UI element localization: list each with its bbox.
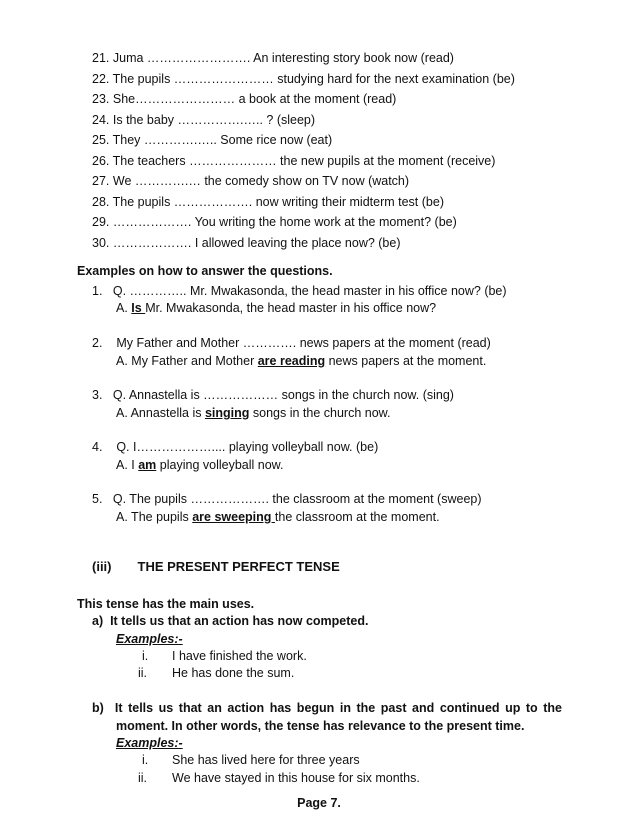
exercise-number: 22.	[92, 72, 110, 86]
exercise-item	[92, 133, 332, 148]
roman-numeral: i.	[142, 649, 149, 663]
example-question	[92, 336, 491, 351]
example-answer	[116, 301, 436, 316]
exercise-number: 26.	[92, 154, 110, 168]
example-question-text: Q. ………….. Mr. Mwakasonda, the head master in his office now? (be)	[112, 284, 507, 298]
example-answer	[116, 354, 486, 369]
exercise-item	[92, 174, 409, 189]
exercise-text: We ………….… the comedy show on TV now (watch)	[112, 174, 410, 188]
example-answer	[116, 406, 390, 421]
answer-highlight: are reading	[257, 354, 326, 368]
exercise-number: 28.	[92, 195, 110, 209]
use-b-label: b)	[92, 701, 104, 715]
exercise-number: 23.	[92, 92, 110, 106]
use-a-label: a)	[92, 614, 104, 628]
use-a-text: It tells us that an action has now competed.	[110, 614, 369, 628]
answer-suffix: playing volleyball now.	[156, 458, 284, 472]
example-number: 4.	[92, 440, 103, 454]
example-question	[92, 440, 378, 455]
exercise-item	[92, 236, 401, 251]
use-a-examples-label: Examples:-	[116, 632, 183, 646]
example-question-text: Q. The pupils ………………. the classroom at the moment (sweep)	[112, 492, 482, 506]
exercise-number: 27.	[92, 174, 110, 188]
example-question	[92, 284, 507, 299]
page-number: Page 7.	[297, 796, 341, 810]
section-number: (iii)	[92, 559, 112, 574]
answer-suffix: news papers at the moment.	[325, 354, 487, 368]
answer-prefix: A. The pupils	[116, 510, 193, 524]
example-text: He has done the sum.	[172, 666, 295, 680]
use-b-heading-line1	[92, 701, 562, 716]
use-b-text: It tells us that an action has begun in the past and continued up to the	[114, 701, 562, 715]
exercise-text: They ………….….. Some rice now (eat)	[112, 133, 333, 147]
exercise-number: 21.	[92, 51, 110, 65]
answer-prefix: A. I	[116, 458, 139, 472]
examples-heading: Examples on how to answer the questions.	[77, 264, 333, 278]
exercise-number: 25.	[92, 133, 110, 147]
example-answer	[116, 458, 283, 473]
example-question-text: My Father and Mother …………. news papers at the moment (read)	[112, 336, 491, 350]
exercise-item	[92, 51, 454, 66]
exercise-text: The teachers ………………… the new pupils at the moment (receive)	[112, 154, 496, 168]
answer-prefix: A. My Father and Mother	[116, 354, 258, 368]
answer-suffix: the classroom at the moment.	[274, 510, 440, 524]
exercise-text: The pupils …………………… studying hard for the next examination (be)	[112, 72, 515, 86]
exercise-item	[92, 215, 457, 230]
exercise-text: Juma ……………………. An interesting story book now (read)	[112, 51, 454, 65]
exercise-number: 29.	[92, 215, 110, 229]
answer-prefix: A.	[116, 301, 132, 315]
use-a-example-item	[138, 666, 294, 681]
exercise-item	[92, 195, 444, 210]
section-heading	[92, 559, 340, 574]
roman-numeral: i.	[142, 753, 149, 767]
roman-numeral: ii.	[138, 666, 148, 680]
example-answer	[116, 510, 440, 525]
example-number: 5.	[92, 492, 103, 506]
answer-highlight: am	[138, 458, 157, 472]
example-text: I have finished the work.	[172, 649, 307, 663]
exercise-text: She…………………… a book at the moment (read)	[112, 92, 397, 106]
use-b-heading-line2: moment. In other words, the tense has relevance to the present time.	[116, 719, 525, 733]
roman-numeral: ii.	[138, 771, 148, 785]
use-b-example-item	[138, 771, 420, 786]
use-b-examples-label: Examples:-	[116, 736, 183, 750]
example-question	[92, 388, 454, 403]
use-a-example-item	[142, 649, 307, 664]
exercise-text: ………………. I allowed leaving the place now? (be)	[112, 236, 401, 250]
exercise-number: 24.	[92, 113, 110, 127]
example-number: 3.	[92, 388, 103, 402]
use-a-heading	[92, 614, 368, 629]
exercise-item	[92, 113, 315, 128]
answer-prefix: A. Annastella is	[116, 406, 205, 420]
example-text: She has lived here for three years	[172, 753, 360, 767]
use-b-example-item	[142, 753, 360, 768]
example-number: 2.	[92, 336, 103, 350]
example-text: We have stayed in this house for six months.	[172, 771, 420, 785]
example-number: 1.	[92, 284, 103, 298]
section-title: THE PRESENT PERFECT TENSE	[137, 559, 340, 574]
exercise-item	[92, 92, 396, 107]
exercise-item	[92, 154, 495, 169]
section-intro: This tense has the main uses.	[77, 597, 255, 611]
exercise-number: 30.	[92, 236, 110, 250]
answer-highlight: Is	[131, 301, 146, 315]
answer-highlight: singing	[204, 406, 250, 420]
exercise-text: The pupils ………………. now writing their midterm test (be)	[112, 195, 444, 209]
exercise-text: ………………. You writing the home work at the moment? (be)	[112, 215, 457, 229]
answer-suffix: Mr. Mwakasonda, the head master in his office now?	[145, 301, 437, 315]
answer-suffix: songs in the church now.	[249, 406, 391, 420]
example-question-text: Q. I……………….... playing volleyball now. (be)	[112, 440, 379, 454]
exercise-item	[92, 72, 515, 87]
example-question	[92, 492, 482, 507]
exercise-text: Is the baby …………….….. ? (sleep)	[112, 113, 316, 127]
answer-highlight: are sweeping	[192, 510, 275, 524]
example-question-text: Q. Annastella is ……………… songs in the church now. (sing)	[112, 388, 454, 402]
